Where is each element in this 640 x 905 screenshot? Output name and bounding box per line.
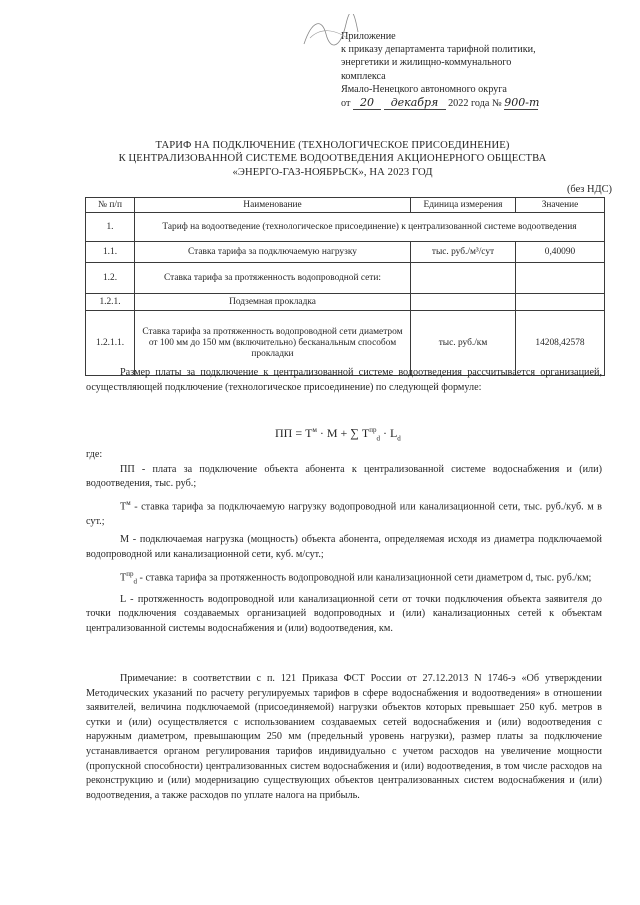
- row-unit: тыс. руб./м³/сут: [411, 242, 516, 263]
- row-name: Тариф на водоотведение (технологическое присоединение) к централизованной системе водоотведения: [135, 213, 605, 242]
- row-name: Подземная прокладка: [135, 294, 411, 311]
- appendix-line: комплекса: [341, 70, 386, 82]
- appendix-block: [341, 30, 616, 110]
- order-date-line: [341, 96, 616, 110]
- vat-note: (без НДС): [566, 184, 612, 195]
- formula-t2-sub: d: [376, 434, 380, 443]
- date-prefix: от: [341, 98, 351, 110]
- row-unit: тыс. руб./км: [411, 311, 516, 376]
- where-label: где:: [86, 449, 103, 460]
- definitions-block: [86, 448, 602, 636]
- row-unit: [411, 263, 516, 294]
- header-number: № п/п: [86, 198, 135, 213]
- table-row: [86, 242, 605, 263]
- appendix-line: Ямало-Ненецкого автономного округа: [341, 83, 507, 95]
- table-header-row: [86, 198, 605, 213]
- formula-t1-sup: м: [312, 426, 317, 434]
- row-value: 0,40090: [516, 242, 605, 263]
- row-value: 14208,42578: [516, 311, 605, 376]
- date-year-text: 2022 года №: [448, 98, 502, 110]
- definition-m: М - подключаемая нагрузка (мощность) объекта абонента, определяемая исходя из диаметра подключаемой водопроводной или канализационной сети, куб. м/сут.;: [86, 534, 602, 560]
- header-name: Наименование: [135, 198, 411, 213]
- tariff-table: [85, 197, 605, 376]
- row-number: 1.2.1.1.: [86, 311, 135, 376]
- title-line-3: «ЭНЕРГО-ГАЗ-НОЯБРЬСК», НА 2023 ГОД: [232, 166, 433, 178]
- definition-pp: ПП - плата за подключение объекта абонента к централизованной системе водоснабжения и (или) водоотведения, тыс. руб.;: [86, 463, 602, 490]
- row-name: Ставка тарифа за протяженность водопроводной сети диаметром от 100 мм до 150 мм (включительно) бесканальным способом прокладки: [135, 311, 411, 376]
- formula-t2-sup: пр: [369, 426, 377, 434]
- table-row: [86, 294, 605, 311]
- note-paragraph: Примечание: в соответствии с п. 121 Приказа ФСТ России от 27.12.2013 N 1746-э «Об утверждении Методических указаний по расчету регулируемых тарифов в сфере водоснабжения и водоотведения» в отношении заявителей, величина подключаемой (присоединяемой) нагрузки объектов которых превышает 250 куб. метров в сутки и (или) осуществляется с использованием создаваемых сетей водоснабжения и (или) водоотведения с наружным диаметром, превышающим 250 мм (предельный уровень нагрузки), размер платы за подключение устанавливается органом регулирования тарифов индивидуально с учетом расходов на увеличение мощности (пропускной способности) централизованных систем водоснабжения и (или) водоотведения, в том числе расходов на реконструкцию и (или) модернизацию существующих объектов централизованных систем водоснабжения и (или) водоотведения, а также расходов по уплате налога на прибыль.: [86, 673, 602, 801]
- appendix-line: к приказу департамента тарифной политики,: [341, 44, 536, 56]
- row-name: Ставка тарифа за подключаемую нагрузку: [135, 242, 411, 263]
- row-number: 1.1.: [86, 242, 135, 263]
- intro-paragraph: Размер платы за подключение к централизованной системе водоотведения рассчитывается организацией, осуществляющей подключение (технологическое присоединение) по следующей формуле:: [86, 367, 602, 393]
- table-row: [86, 263, 605, 294]
- title-line-2: К ЦЕНТРАЛИЗОВАННОЙ СИСТЕМЕ ВОДООТВЕДЕНИЯ АКЦИОНЕРНОГО ОБЩЕСТВА: [118, 153, 547, 165]
- row-value: [516, 294, 605, 311]
- date-day-handwritten: 20: [353, 96, 381, 110]
- definition-tpr: $Т^{пр}_d$ - ставка тарифа за протяженность водопроводной или канализационной сети диаметром d, тыс. руб./км;: [120, 569, 592, 585]
- definition-tm: $Т^м$ - ставка тарифа за подключаемую нагрузку водопроводной или канализационной сети, тыс. руб./куб. м в сут.;: [86, 498, 602, 527]
- table-row: [86, 213, 605, 242]
- intro-paragraph-block: [86, 366, 602, 395]
- formula-sum-sub: d: [397, 434, 401, 443]
- fee-formula: ПП = $Т^м \cdot М$ + ∑ $Т^{пр}_d \cdot L_d$: [275, 426, 401, 443]
- row-value: [516, 263, 605, 294]
- definition-l: L - протяженность водопроводной или канализационной сети от точки подключения объекта заявителя до точки подключения создаваемых организацией водопроводных и (или) канализационных сетей к объектам централизованной системы водоснабжения и (или) водоотведения, км.: [86, 593, 602, 634]
- row-number: 1.: [86, 213, 135, 242]
- order-number-handwritten: 900-т: [504, 96, 540, 110]
- header-unit: Единица измерения: [411, 198, 516, 213]
- row-number: 1.2.: [86, 263, 135, 294]
- header-value: Значение: [516, 198, 605, 213]
- signature-scribble-icon: [300, 14, 360, 52]
- title-line-1: ТАРИФ НА ПОДКЛЮЧЕНИЕ (ТЕХНОЛОГИЧЕСКОЕ ПРИСОЕДИНЕНИЕ): [155, 140, 510, 151]
- appendix-line: энергетики и жилищно-коммунального: [341, 57, 512, 69]
- row-unit: [411, 294, 516, 311]
- document-title: [60, 139, 605, 179]
- row-number: 1.2.1.: [86, 294, 135, 311]
- date-month-handwritten: декабря: [384, 96, 446, 110]
- row-name: Ставка тарифа за протяженность водопроводной сети:: [135, 263, 411, 294]
- appendix-line: Приложение: [341, 31, 396, 42]
- note-block: [86, 672, 602, 803]
